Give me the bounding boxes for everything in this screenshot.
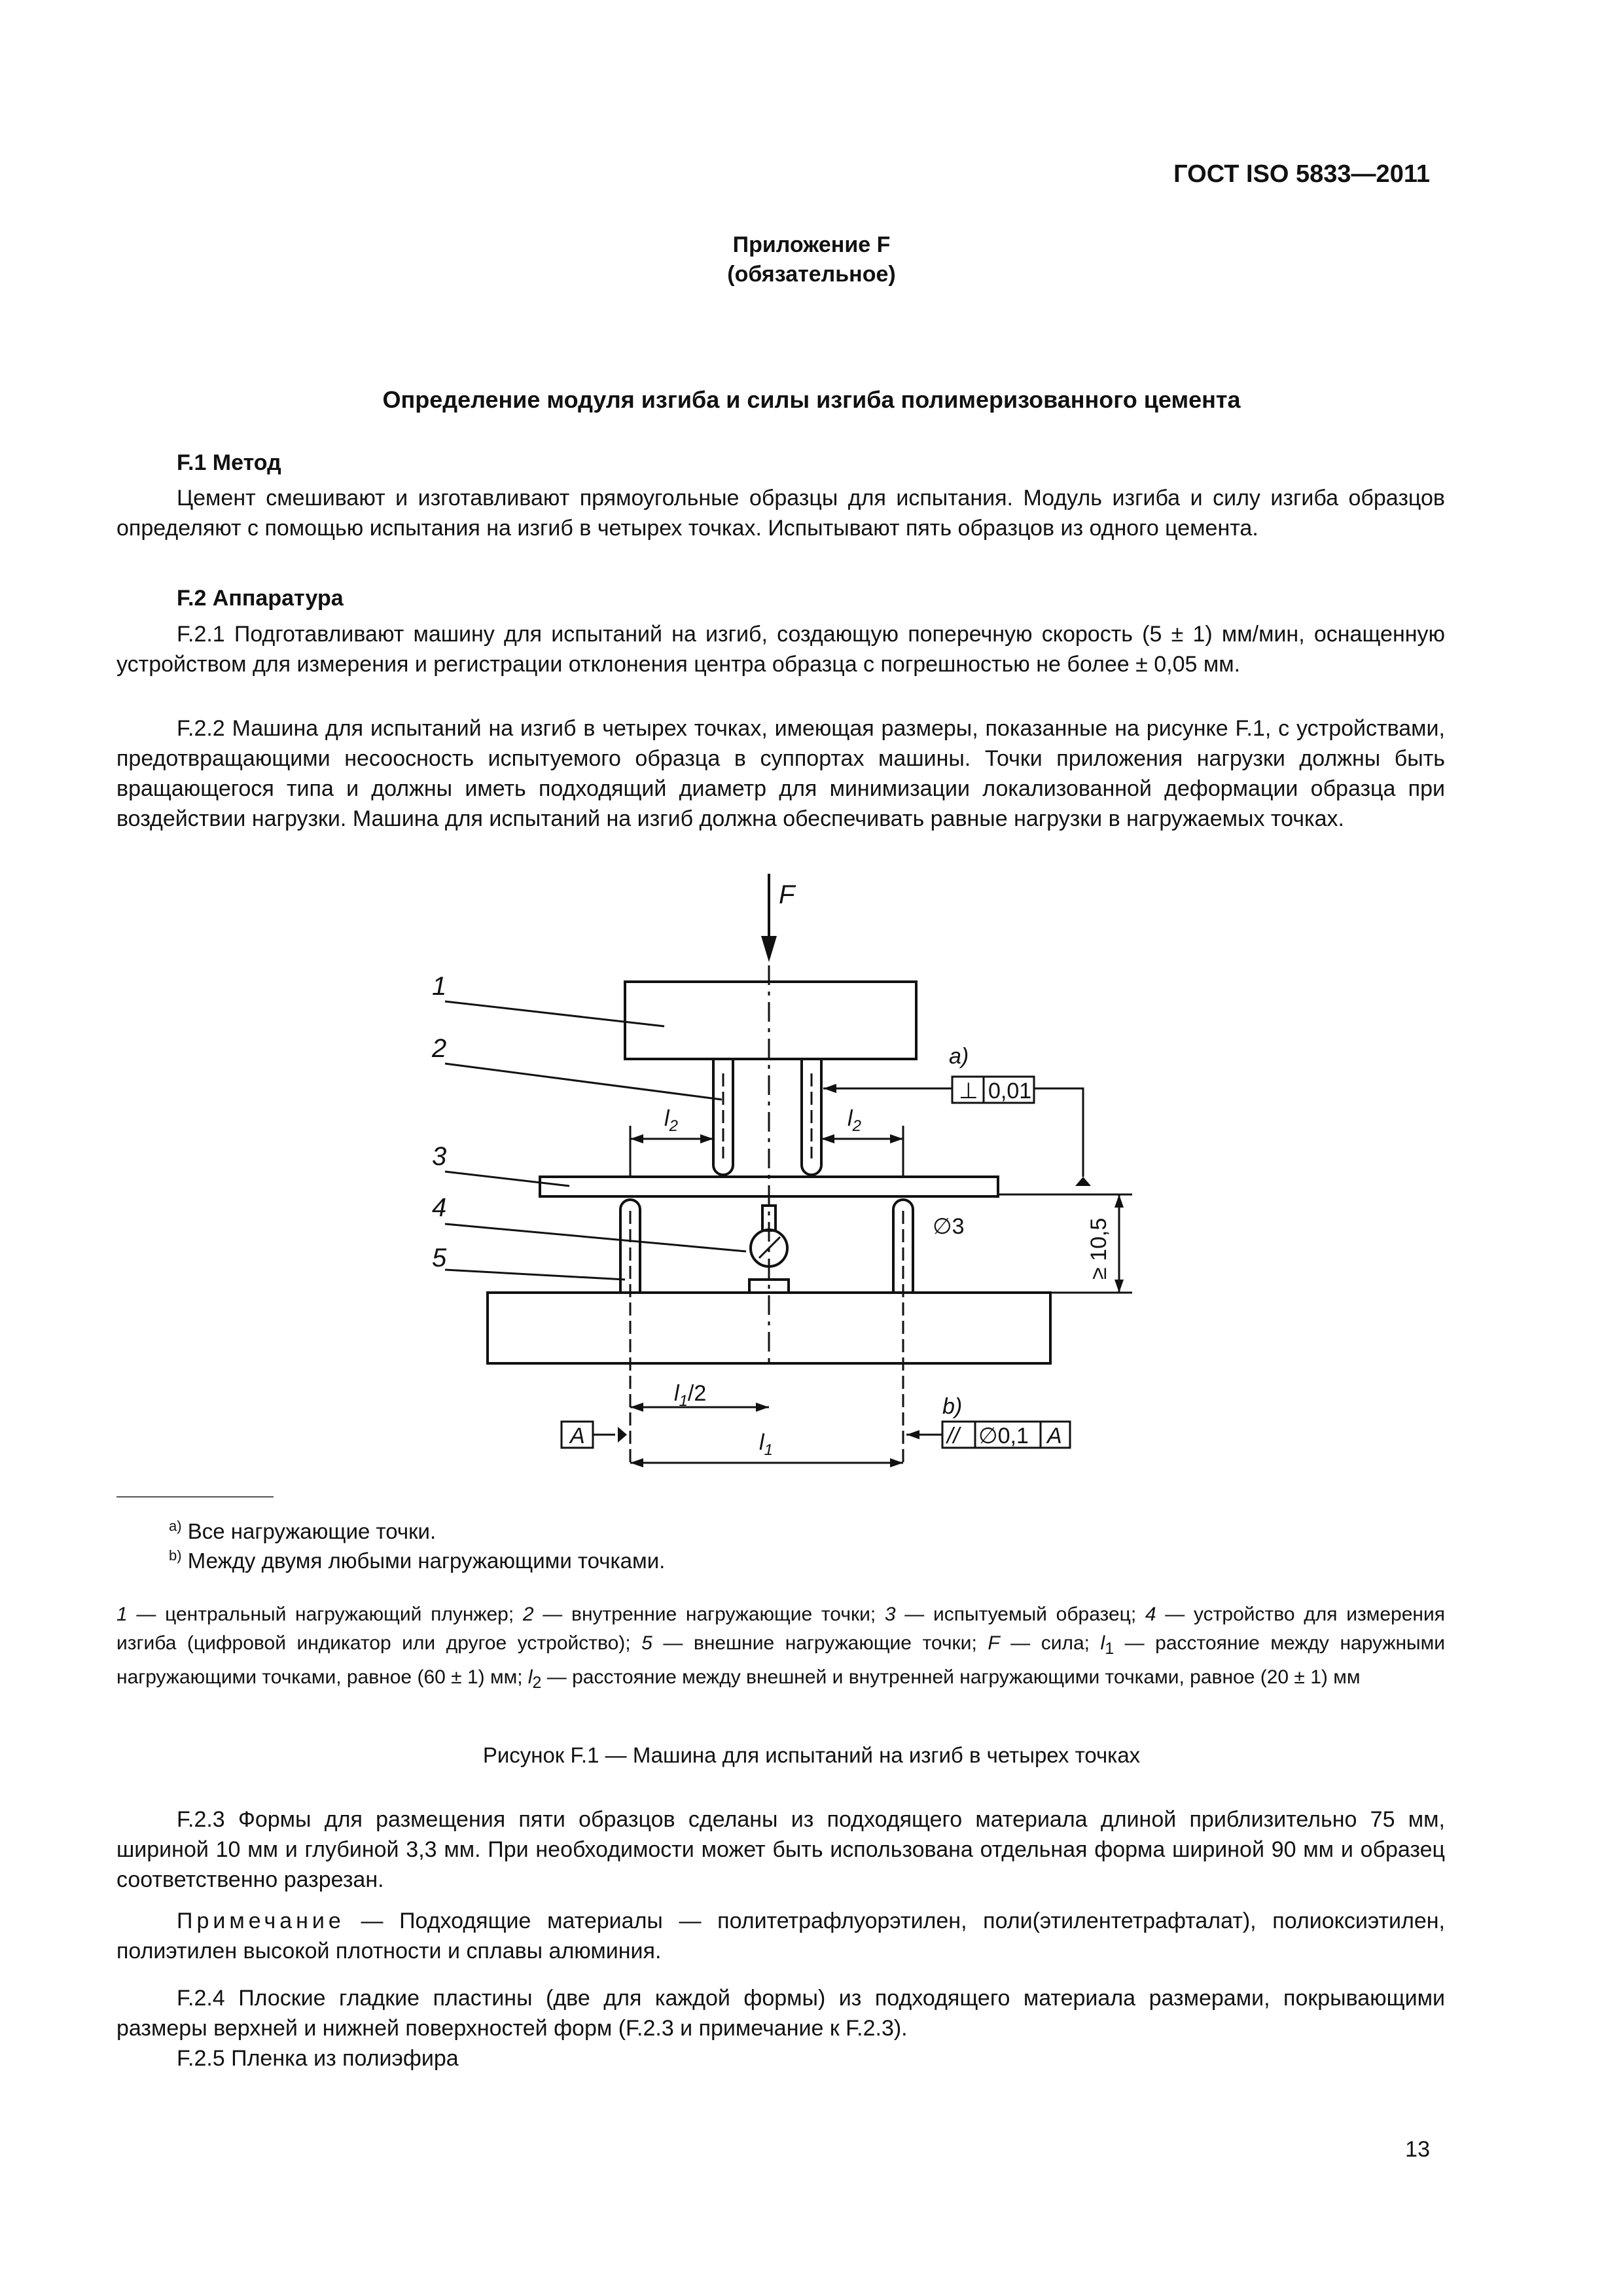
paragraph-f2-3: F.2.3 Формы для размещения пяти образцов сделаны из подходящего материала длиной приблизительно 75 мм, шириной 10 мм и глубиной 3,3 мм. При необходимости может быть использована отдельная форма шириной 90 мм и образец соответственно разрезан.	[116, 1807, 1445, 1892]
callout-1: 1	[432, 972, 447, 1001]
section-f2-title: F.2 Аппаратура	[177, 586, 344, 611]
parallelism-datum: A	[1047, 1424, 1062, 1448]
callout-5: 5	[432, 1244, 447, 1272]
note-paragraph: Примечание — Подходящие материалы — политетрафлуорэтилен, поли(этилентетрафталат), полиоксиэтилен, полиэтилен высокой плотности и сплавы алюминия.	[116, 1909, 1445, 1964]
page-number: 13	[1405, 2137, 1430, 2162]
paragraph-f2-4: F.2.4 Плоские гладкие пластины (две для каждой формы) из подходящего материала размерами, покрывающими размеры верхней и нижней поверхностей форм (F.2.3 и примечание к F.2.3).	[116, 1986, 1445, 2041]
annex-status: (обязательное)	[727, 262, 896, 287]
callout-3: 3	[432, 1142, 447, 1171]
figure-legend: 1 — центральный нагружающий плунжер; 2 — внутренние нагружающие точки; 3 — испытуемый образец; 4 — устройство для измерения изгиба (цифровой индикатор или другое устройство); 5 — внешние нагружающие точки; F — сила; $l_1$ — расстояние между наружными нагружающими точками, равное (60 ± 1) мм; $l_2$ — расстояние между внешней и внутренней нагружающими точками, равное (20 ± 1) мм	[116, 1604, 1446, 1692]
callout-2: 2	[432, 1034, 447, 1063]
datum-a-label: A	[570, 1424, 585, 1448]
section-f1-text: Цемент смешивают и изготавливают прямоугольные образцы для испытания. Модуль изгиба и силу изгиба образцов определяют с помощью испытания на изгиб в четырех точках. Испытывают пять образцов из одного цемента.	[116, 486, 1445, 541]
section-heading: Определение модуля изгиба и силы изгиба полимеризованного цемента	[382, 386, 1241, 413]
document-id: ГОСТ ISO 5833—2011	[1173, 160, 1430, 188]
paragraph-f2-2: F.2.2 Машина для испытаний на изгиб в четырех точках, имеющая размеры, показанные на рисунке F.1, с устройствами, предотвращающими несоосность испытуемого образца в суппортах машины. Точки приложения нагрузки должны быть вращающегося типа и должны иметь подходящий диаметр для минимизации локализованной деформации образца при воздействии нагрузки. Машина для испытаний на изгиб должна обеспечивать равные нагрузки в нагружаемых точках.	[116, 716, 1445, 831]
figure-caption: Рисунок F.1 — Машина для испытаний на изгиб в четырех точках	[482, 1743, 1141, 1767]
callout-4: 4	[432, 1193, 447, 1222]
figure-f1-diagram	[419, 864, 1158, 1473]
footnote-divider	[116, 1496, 274, 1498]
svg-text:l1/2: $l_1/2$	[674, 1381, 707, 1410]
footnote-mark-a: a)	[949, 1044, 969, 1069]
perpendicularity-symbol: ⊥	[959, 1079, 978, 1103]
parallelism-symbol: //	[947, 1424, 959, 1448]
height-label: ≥ 10,5	[1086, 1217, 1111, 1280]
svg-text:l2: $l_2$	[847, 1106, 861, 1135]
svg-text:l1: $l_1$	[759, 1430, 773, 1459]
footnote-a: $^{a)}$ Все нагружающие точки.	[169, 1518, 437, 1543]
parallelism-tolerance: ∅0,1	[978, 1424, 1029, 1448]
diameter-label: ∅3	[933, 1214, 965, 1239]
footnote-b: $^{b)}$ Между двумя любыми нагружающими точками.	[169, 1547, 666, 1573]
force-arrow-head	[761, 936, 777, 962]
svg-text:l2: $l_2$	[664, 1106, 678, 1135]
section-f1-title: F.1 Метод	[177, 450, 281, 475]
paragraph-f2-1: F.2.1 Подготавливают машину для испытаний на изгиб, создающую поперечную скорость (5 ± 1) мм/мин, оснащенную устройством для измерения и регистрации отклонения центра образца с погрешностью не более ± 0,05 мм.	[116, 622, 1445, 677]
footnote-mark-b: b)	[942, 1394, 963, 1419]
paragraph-f2-5: F.2.5 Пленка из полиэфира	[177, 2046, 459, 2071]
annex-title: Приложение F	[732, 232, 891, 257]
perpendicularity-tolerance: 0,01	[988, 1079, 1032, 1103]
force-label: F	[779, 880, 795, 909]
plunger	[625, 982, 916, 1059]
